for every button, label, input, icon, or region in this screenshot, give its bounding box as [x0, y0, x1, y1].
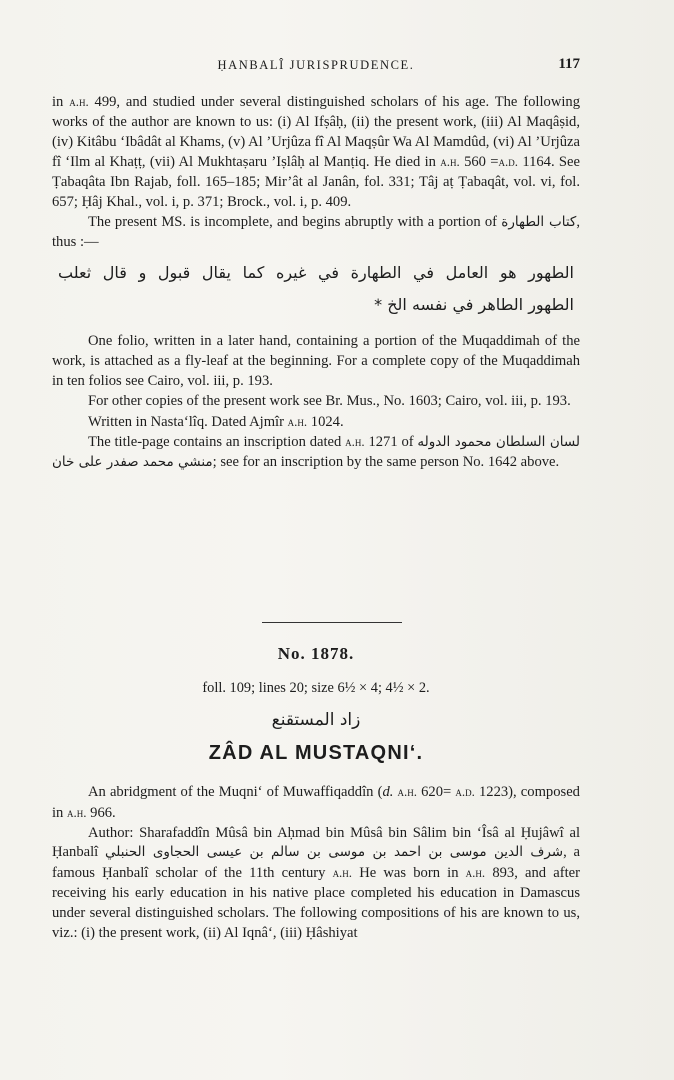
paragraph-title-page: The title-page contains an inscription dated a.h. 1271 of لسان السلطان محمود الدوله منشي محمد صفدر على خان; see for an inscription by the same person No. 1642 above.: [52, 434, 581, 471]
entry-text: [52, 782, 580, 943]
paragraph-author: Author: Sharafaddîn Mûsâ bin Aḥmad bin Mûsâ bin Sâlim bin ‘Îsâ al Ḥujâwî al Ḥanbalî شرف الدين موسى بن احمد بن موسى بن سالم بن عيسى الحجاوى الحنبلي, a famous Ḥanbalî scholar of the 11th century a.h. He was born in a.h. 893, and after receiving his early education in his native place completed his education in Damascus under several distinguished scholars. The following compositions of his are known to us, viz.: (i) the present work, (ii) Al Iqnâ‘, (iii) Ḥâshiyat: [52, 824, 580, 941]
paragraph-author-bio: in a.h. 499, and studied under several distinguished scholars of his age. The following works of the author are known to us: (i) Al Ifṣâḥ, (ii) the present work, (iii) Al Maqâṣid, (iv) Kitâbu ‘Ibâdât al Khams, (v) Al ’Urjûza fî Al Maqṣûr Wa Al Mamdûd, (vi) Al ’Urjûza fî ‘Ilm al Khaṭṭ, (vii) Al Mukhtaṣaru ’Iṣlâḥ al Manṭiq. He died in a.h. 560 =a.d. 1164. See Ṭabaqâta Ibn Rajab, foll. 165–185; Mir’ât al Janân, fol. 331; Tâj aṭ Ṭabaqât, vol. vi, fol. 657; Ḥâj Khal., vol. i, p. 371; Brock., vol. i, p. 409.: [52, 94, 581, 210]
running-head: ḤANBALÎ JURISPRUDENCE.: [217, 58, 415, 72]
arabic-title: زاد المستقنع: [271, 710, 361, 730]
arabic-inline: شرف الدين موسى بن احمد بن موسى بن سالم بن عيسى الحجاوى الحنبلي: [104, 844, 564, 861]
paragraph-other-copies: For other copies of the present work see Br. Mus., No. 1603; Cairo, vol. iii, p. 193.: [88, 392, 571, 409]
entry-number: No. 1878.: [277, 644, 355, 663]
arabic-inline: كتاب الطهارة: [501, 213, 577, 230]
previous-entry-text: [52, 92, 580, 473]
paragraph-fly-leaf: One folio, written in a later hand, containing a portion of the Muqaddimah of the work, is attached as a fly-leaf at the beginning. For a complete copy of the Muqaddimah in ten folios see Cairo, vol. iii, p. 193.: [52, 333, 580, 389]
paragraph-dated: Written in Nasta‘lîq. Dated Ajmîr a.h. 1024.: [88, 413, 344, 430]
page-number: 117: [558, 56, 580, 72]
paragraph-abridgment: An abridgment of the Muqni‘ of Muwaffiqaddîn (d. a.h. 620= a.d. 1223), composed in a.h. 966.: [52, 784, 580, 821]
arabic-quote-line-2: الطهور الطاهر في نفسه الخ *: [374, 295, 574, 315]
entry-title: ZÂD AL MUSTAQNI‘.: [208, 742, 424, 764]
arabic-quote-line-1: الطهور هو العامل في الطهارة في غيره كما يقال قبول و قال ثعلب: [58, 263, 574, 283]
section-divider: [262, 622, 402, 623]
collation-line: foll. 109; lines 20; size 6½ × 4; 4½ × 2.: [202, 680, 430, 696]
page-header: [52, 56, 580, 78]
arabic-inline: لسان السلطان محمود الدوله منشي محمد صفدر على خان: [52, 434, 581, 471]
paragraph-incipit: The present MS. is incomplete, and begins abruptly with a portion of كتاب الطهارة, thus :—: [52, 213, 580, 250]
